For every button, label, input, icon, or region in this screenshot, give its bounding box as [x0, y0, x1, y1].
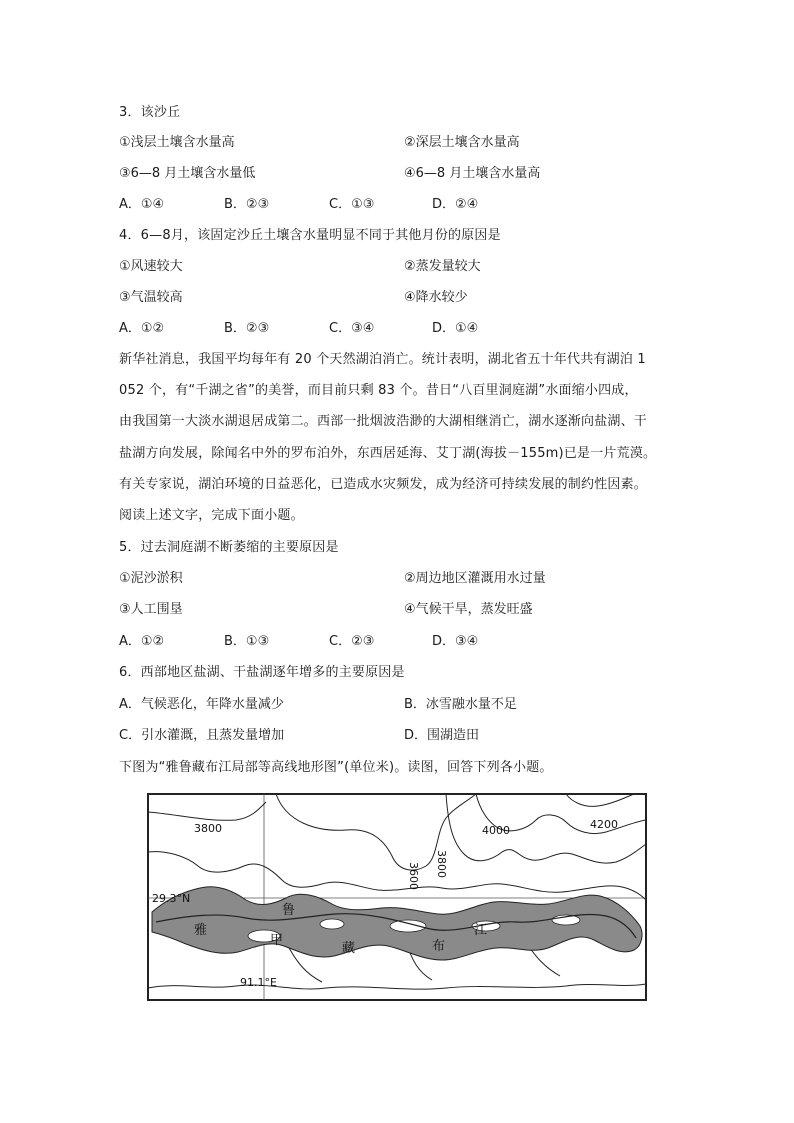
river-label-jiang: 江	[474, 923, 488, 938]
q4-statement-3: ③气温较高	[119, 290, 183, 305]
q6-option-a: A．气候恶化，年降水量减少	[119, 697, 284, 712]
passage-line-1: 新华社消息，我国平均每年有 20 个天然湖泊消亡。统计表明，湖北省五十年代共有湖泊 1	[119, 352, 646, 367]
river-label-jia: 甲	[270, 933, 284, 948]
q3-option-b: B．②③	[224, 197, 270, 212]
q4-option-a: A．①②	[119, 321, 165, 336]
contour-label-4200: 4200	[590, 818, 618, 831]
contour-map	[146, 792, 648, 1004]
q4-option-b: B．②③	[224, 321, 270, 336]
river-label-lu: 鲁	[282, 903, 296, 918]
passage-line-3: 由我国第一大淡水湖退居成第二。西部一批烟波浩渺的大湖相继消亡，湖水逐渐向盐湖、干	[119, 414, 648, 429]
q4-statement-4: ④降水较少	[404, 290, 468, 305]
q5-statement-4: ④气候干旱，蒸发旺盛	[404, 602, 533, 617]
river-label-bu: 布	[432, 939, 446, 954]
q3-option-a: A．①④	[119, 197, 165, 212]
contour-label-3800-vertical: 3800	[435, 850, 448, 878]
contour-label-3800-west: 3800	[194, 822, 222, 835]
q4-option-d: D．①④	[432, 321, 479, 336]
passage-line-2: 052 个，有“千湖之省”的美誉，而目前只剩 83 个。昔日“八百里洞庭湖”水面缩小四成，	[119, 383, 638, 398]
q5-statement-2: ②周边地区灌溉用水过量	[404, 571, 546, 586]
contour-label-3600: 3600	[407, 862, 420, 890]
q3-statement-1: ①浅层土壤含水量高	[119, 135, 235, 150]
q3-option-c: C．①③	[329, 197, 375, 212]
q5-statement-1: ①泥沙淤积	[119, 571, 183, 586]
q5-statement-3: ③人工围垦	[119, 602, 183, 617]
q4-statement-1: ①风速较大	[119, 259, 183, 274]
contour-label-4000: 4000	[482, 824, 510, 837]
q3-statement-2: ②深层土壤含水量高	[404, 135, 520, 150]
q3-option-d: D．②④	[432, 197, 479, 212]
q6-option-c: C．引水灌溉，且蒸发量增加	[119, 728, 285, 743]
passage-line-4: 盐湖方向发展，除闻名中外的罗布泊外，东西居延海、艾丁湖(海拔－155m)已是一片荒漠。	[119, 446, 657, 461]
passage-line-6: 阅读上述文字，完成下面小题。	[119, 508, 304, 523]
q6-option-d: D．围湖造田	[404, 728, 480, 743]
q6-stem: 6．西部地区盐湖、干盐湖逐年增多的主要原因是	[119, 665, 405, 680]
q5-option-d: D．③④	[432, 634, 479, 649]
q5-option-a: A．①②	[119, 634, 165, 649]
q5-option-c: C．②③	[329, 634, 375, 649]
q3-statement-3: ③6—8 月土壤含水量低	[119, 166, 256, 181]
latitude-label: 29.3°N	[152, 892, 191, 905]
map-intro: 下图为“雅鲁藏布江局部等高线地形图”(单位米)。读图，回答下列各小题。	[119, 760, 553, 775]
passage-line-5: 有关专家说，湖泊环境的日益恶化，已造成水灾频发，成为经济可持续发展的制约性因素。	[119, 477, 648, 492]
q3-stem: 3．该沙丘	[119, 105, 181, 120]
q3-statement-4: ④6—8 月土壤含水量高	[404, 166, 541, 181]
q4-stem: 4．6—8月，该固定沙丘土壤含水量明显不同于其他月份的原因是	[119, 228, 501, 243]
q6-option-b: B．冰雪融水量不足	[404, 697, 517, 712]
longitude-label: 91.1°E	[240, 976, 277, 989]
river-label-ya: 雅	[194, 923, 208, 938]
q5-option-b: B．①③	[224, 634, 270, 649]
river-island	[320, 919, 344, 929]
q4-option-c: C．③④	[329, 321, 375, 336]
q5-stem: 5．过去洞庭湖不断萎缩的主要原因是	[119, 540, 339, 555]
river-label-zang: 藏	[342, 941, 356, 956]
q4-statement-2: ②蒸发量较大	[404, 259, 481, 274]
